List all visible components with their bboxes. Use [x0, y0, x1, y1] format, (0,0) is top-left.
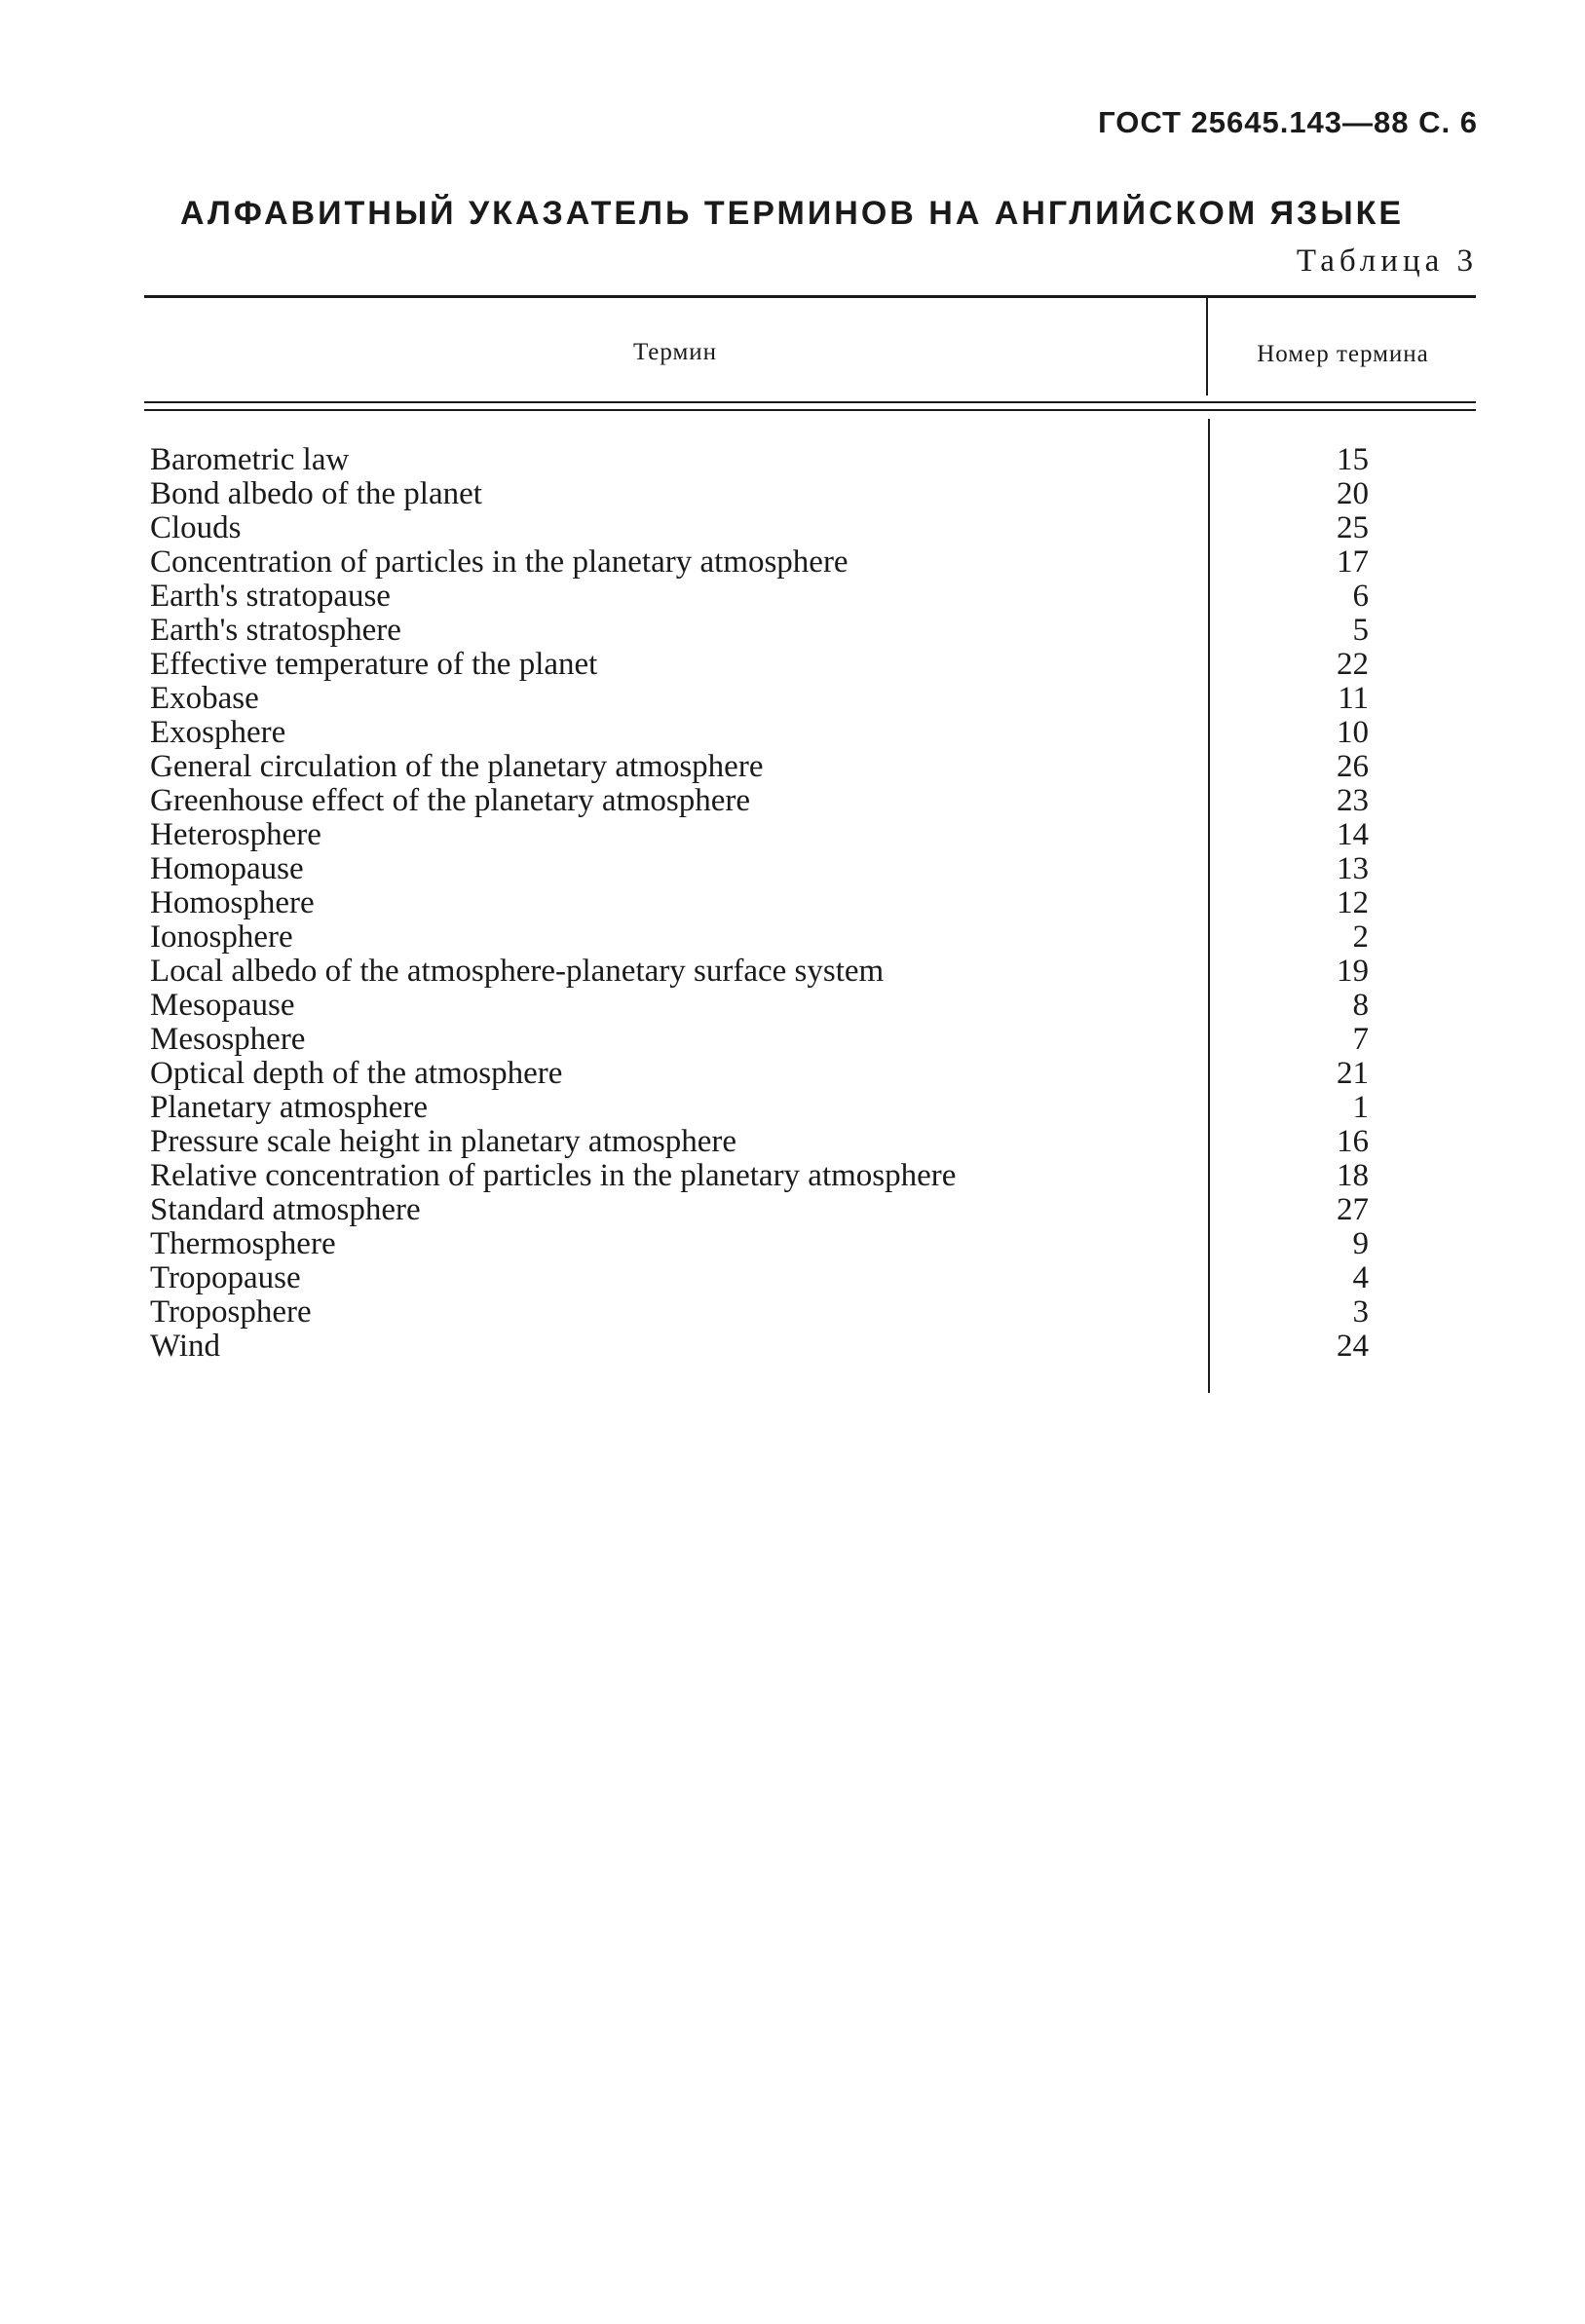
table-row — [146, 1295, 1476, 1330]
term-cell: Exobase — [150, 681, 259, 716]
header-bottom-rule — [144, 401, 1476, 403]
table-row — [146, 511, 1476, 545]
terms-table-body — [146, 443, 1476, 1364]
table-row — [146, 477, 1476, 511]
term-cell: Greenhouse effect of the planetary atmosphere — [150, 783, 751, 818]
term-cell: Optical depth of the atmosphere — [150, 1056, 563, 1091]
term-number-cell: 2 — [1352, 919, 1369, 955]
table-row — [146, 1159, 1476, 1193]
term-cell: Earth's stratosphere — [150, 613, 401, 648]
term-number-cell: 19 — [1337, 954, 1369, 989]
page-title: АЛФАВИТНЫЙ УКАЗАТЕЛЬ ТЕРМИНОВ НА АНГЛИЙСКОМ ЯЗЫКЕ — [180, 195, 1405, 232]
table-row — [146, 1227, 1476, 1261]
term-number-cell: 3 — [1352, 1294, 1369, 1330]
table-row — [146, 920, 1476, 955]
term-number-cell: 1 — [1352, 1090, 1369, 1125]
table-row — [146, 989, 1476, 1023]
term-cell: Pressure scale height in planetary atmosphere — [150, 1124, 737, 1159]
term-number-cell: 8 — [1352, 988, 1369, 1023]
term-number-cell: 9 — [1352, 1226, 1369, 1261]
table-row — [146, 580, 1476, 614]
term-number-cell: 23 — [1337, 783, 1369, 818]
term-cell: Tropopause — [150, 1260, 301, 1295]
term-number-cell: 22 — [1337, 647, 1369, 682]
term-cell: Clouds — [150, 510, 242, 545]
term-number-cell: 24 — [1337, 1329, 1369, 1364]
term-number-cell: 14 — [1337, 817, 1369, 852]
table-top-rule — [144, 295, 1476, 298]
table-row — [146, 750, 1476, 784]
page-header-standard-ref: ГОСТ 25645.143—88 С. 6 — [1098, 105, 1478, 139]
table-row — [146, 648, 1476, 682]
term-cell: Homopause — [150, 851, 304, 886]
term-number-cell: 21 — [1337, 1056, 1369, 1091]
term-number-cell: 5 — [1352, 613, 1369, 648]
term-number-cell: 26 — [1337, 749, 1369, 784]
term-cell: General circulation of the planetary atmosphere — [150, 749, 764, 784]
term-number-cell: 7 — [1352, 1022, 1369, 1057]
term-number-cell: 13 — [1337, 851, 1369, 886]
term-number-cell: 6 — [1352, 579, 1369, 614]
table-row — [146, 955, 1476, 989]
table-row — [146, 1091, 1476, 1125]
term-number-cell: 27 — [1337, 1192, 1369, 1227]
table-row — [146, 614, 1476, 648]
term-cell: Wind — [150, 1329, 220, 1364]
term-cell: Exosphere — [150, 715, 286, 750]
term-cell: Effective temperature of the planet — [150, 647, 598, 682]
table-caption: Таблица 3 — [1296, 244, 1478, 279]
term-number-cell: 18 — [1337, 1158, 1369, 1193]
table-row — [146, 1057, 1476, 1091]
term-number-cell: 16 — [1337, 1124, 1369, 1159]
table-row — [146, 852, 1476, 886]
table-row — [146, 716, 1476, 750]
term-number-cell: 25 — [1337, 510, 1369, 545]
term-number-cell: 11 — [1338, 681, 1369, 716]
term-cell: Earth's stratopause — [150, 579, 391, 614]
term-cell: Relative concentration of particles in the planetary atmosphere — [150, 1158, 957, 1193]
term-cell: Planetary atmosphere — [150, 1090, 428, 1125]
header-bottom-rule-double — [144, 409, 1476, 411]
term-cell: Mesosphere — [150, 1022, 306, 1057]
term-cell: Standard atmosphere — [150, 1192, 421, 1227]
table-row — [146, 784, 1476, 818]
term-number-cell: 10 — [1337, 715, 1369, 750]
table-row — [146, 682, 1476, 716]
table-row — [146, 1125, 1476, 1159]
term-number-cell: 4 — [1352, 1260, 1369, 1295]
column-header-number: Номер термина — [1257, 341, 1429, 367]
table-row — [146, 443, 1476, 477]
table-row — [146, 818, 1476, 852]
term-cell: Mesopause — [150, 988, 295, 1023]
table-row — [146, 1193, 1476, 1227]
table-row — [146, 1023, 1476, 1057]
column-header-term: Термин — [632, 339, 718, 365]
table-row — [146, 1261, 1476, 1295]
table-row — [146, 886, 1476, 920]
term-cell: Heterosphere — [150, 817, 321, 852]
term-number-cell: 17 — [1337, 544, 1369, 580]
term-number-cell: 12 — [1337, 885, 1369, 920]
term-cell: Barometric law — [150, 442, 350, 477]
term-cell: Thermosphere — [150, 1226, 336, 1261]
term-number-cell: 20 — [1337, 476, 1369, 511]
header-column-divider — [1206, 298, 1208, 395]
term-cell: Local albedo of the atmosphere-planetary surface system — [150, 954, 885, 989]
term-cell: Ionosphere — [150, 919, 293, 955]
table-row — [146, 545, 1476, 580]
term-cell: Bond albedo of the planet — [150, 476, 482, 511]
term-cell: Concentration of particles in the planetary atmosphere — [150, 544, 849, 580]
term-cell: Homosphere — [150, 885, 315, 920]
term-number-cell: 15 — [1337, 442, 1369, 477]
term-cell: Troposphere — [150, 1294, 312, 1330]
table-row — [146, 1330, 1476, 1364]
